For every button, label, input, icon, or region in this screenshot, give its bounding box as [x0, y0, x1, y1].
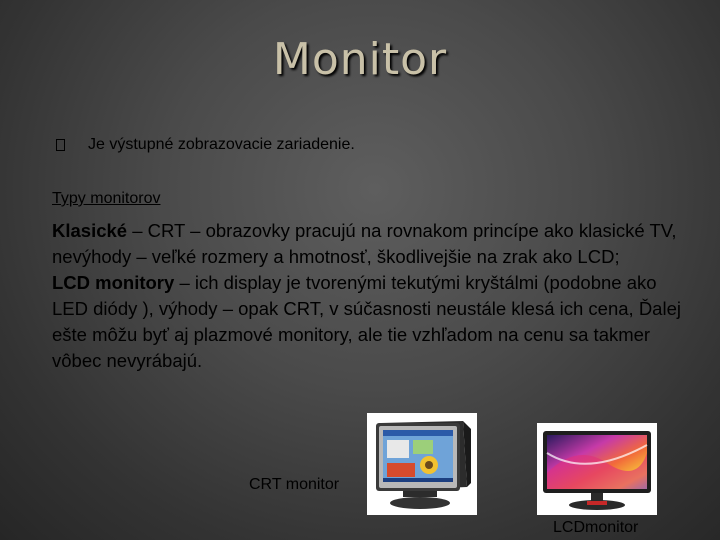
subheading: Typy monitorov — [52, 190, 161, 207]
lcd-monitor-image — [537, 423, 657, 515]
body-text — [52, 218, 692, 374]
crt-monitor-image — [367, 413, 477, 515]
crt-monitor-illustration — [367, 413, 477, 515]
text-classic: – CRT – obrazovky pracujú na rovnakom princípe ako klasické TV, nevýhody – veľké rozmery a hmotnosť, škodlivejšie na zrak ako LCD; — [52, 220, 677, 267]
lcd-monitor-illustration — [537, 423, 657, 515]
paragraph-classic — [52, 218, 692, 270]
bullet-text: Je výstupné zobrazovacie zariadenie. — [88, 136, 355, 153]
term-classic: Klasické — [52, 220, 128, 241]
paragraph-lcd — [52, 270, 692, 374]
lcd-caption: LCDmonitor — [553, 519, 639, 536]
crt-caption: CRT monitor — [249, 476, 340, 493]
slide-title: Monitor — [272, 34, 448, 85]
term-lcd: LCD monitory — [52, 272, 175, 293]
text-lcd: – ich display je tvorenými tekutými kryštálmi (podobne ako LED diódy ), výhody – opak CRT, v súčasnosti neustále klesá ich cena, Ďalej ešte môžu byť aj plazmové monitory, ale tie vzhľadom na cenu sa takmer vôbec nevyrábajú. — [52, 272, 681, 371]
square-bullet-icon — [56, 139, 65, 151]
